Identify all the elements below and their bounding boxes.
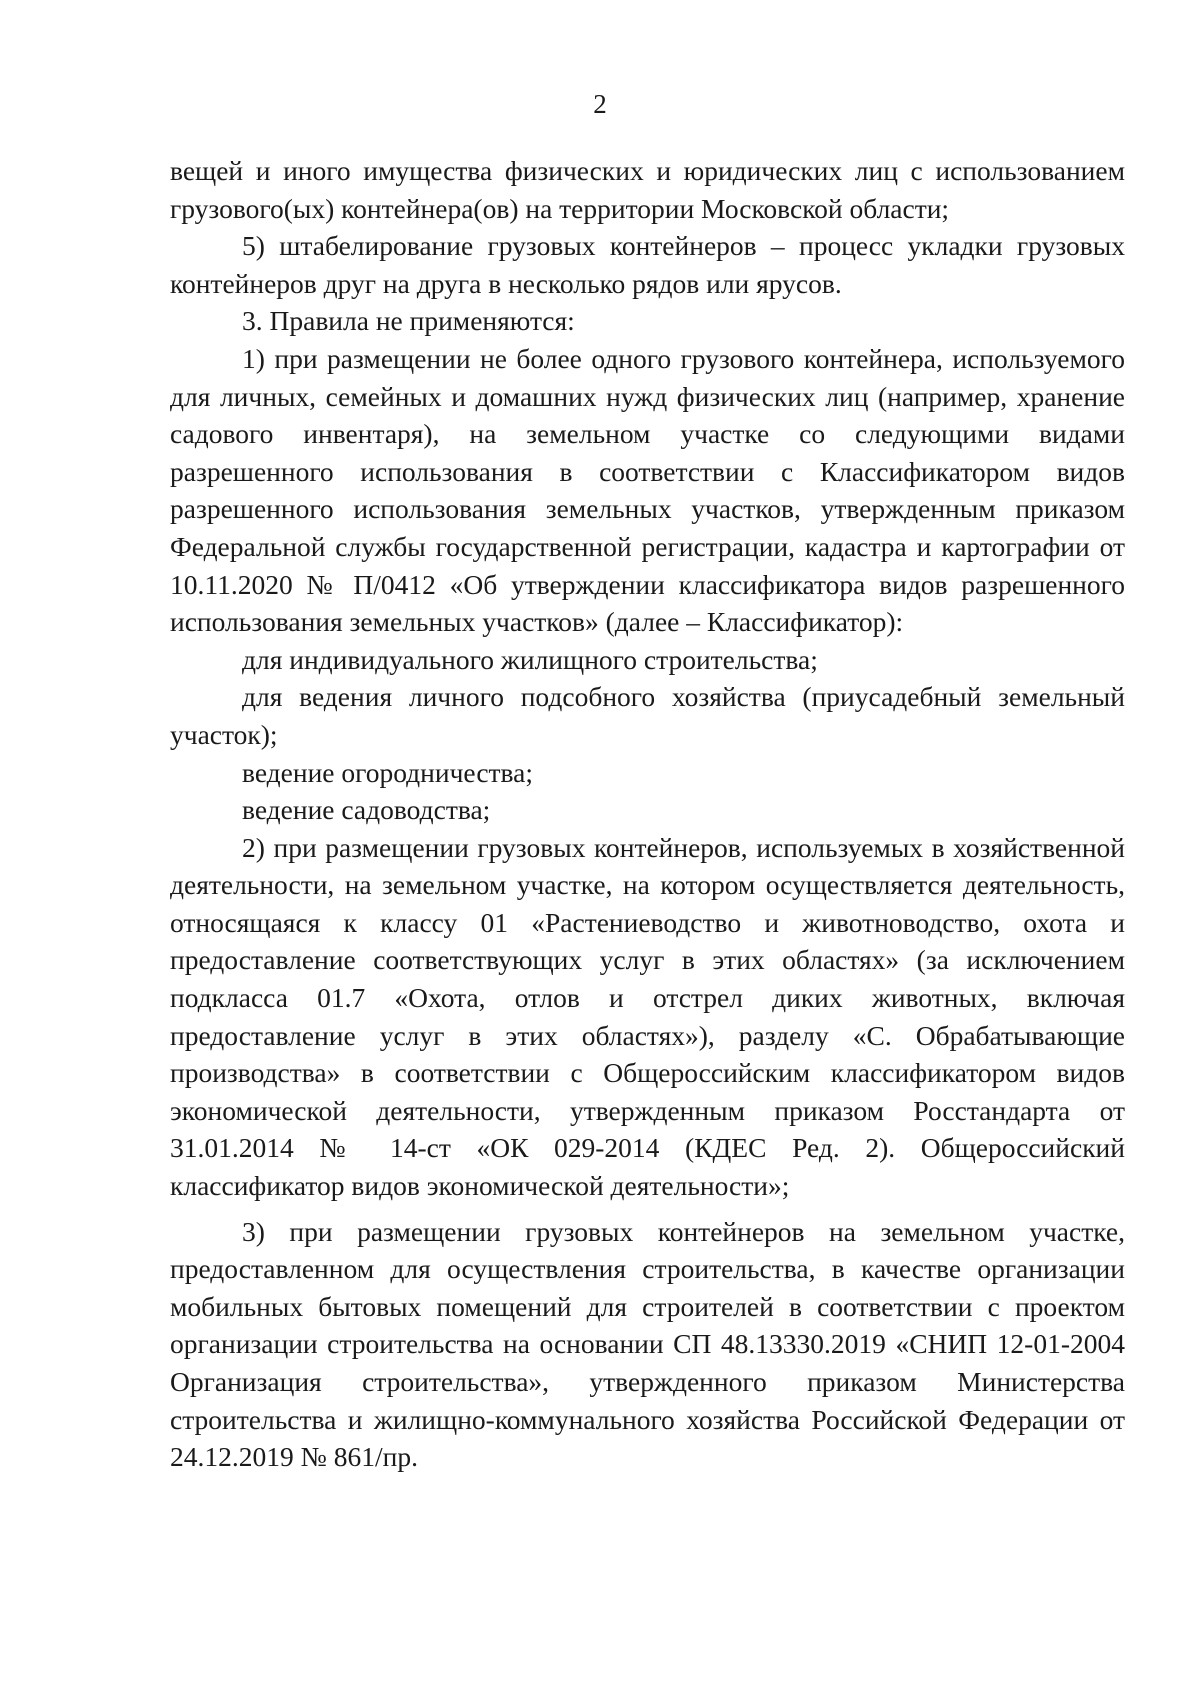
paragraph-land-use-3: ведение огородничества;	[242, 756, 534, 788]
paragraph-land-use-2: для ведения личного подсобного хозяйства (приусадебный земельный участок);	[170, 681, 1125, 750]
paragraph-item-2: 2) при размещении грузовых контейнеров, используемых в хозяйственной деятельности, на земельном участке, на котором осуществляется деятельность, относящаяся к классу 01 «Растениеводство и животноводство, охота и предоставление соответствующих услуг в этих областях» (за исключением подкласса 01.7 «Охота, отлов и отстрел диких животных, включая предоставление услуг в этих областях»), разделу «С. Обрабатывающие производства» в соответствии с Общероссийским классификатором видов экономической деятельности, утвержденным приказом Росстандарта от 31.01.2014 № 14-ст «ОК 029-2014 (КДЕС Ред. 2). Общероссийский классификатор видов экономической деятельности»;	[170, 831, 1125, 1202]
paragraph-land-use-1: для индивидуального жилищного строительства;	[242, 643, 818, 675]
paragraph-continuation: вещей и иного имущества физических и юридических лиц с использованием грузового(ых) контейнера(ов) на территории Московской области;	[170, 155, 1125, 224]
document-body	[170, 152, 1125, 1476]
paragraph-item-1: 1) при размещении не более одного грузового контейнера, используемого для личных, семейных и домашних нужд физических лиц (например, хранение садового инвентаря), на земельном участке со следующими видами разрешенного использования в соответствии с Классификатором видов разрешенного использования земельных участков, утвержденным приказом Федеральной службы государственной регистрации, кадастра и картографии от 10.11.2020 № П/0412 «Об утверждении классификатора видов разрешенного использования земельных участков» (далее – Классификатор):	[170, 342, 1125, 638]
paragraph-section-3-heading: 3. Правила не применяются:	[242, 305, 575, 337]
paragraph-land-use-4: ведение садоводства;	[242, 794, 491, 826]
page-number: 2	[593, 89, 607, 119]
paragraph-definition-5: 5) штабелирование грузовых контейнеров – процесс укладки грузовых контейнеров друг на друга в несколько рядов или ярусов.	[170, 230, 1125, 299]
paragraph-item-3: 3) при размещении грузовых контейнеров на земельном участке, предоставленном для осуществления строительства, в качестве организации мобильных бытовых помещений для строителей в соответствии с проектом организации строительства на основании СП 48.13330.2019 «СНИП 12-01-2004 Организация строительства», утвержденного приказом Министерства строительства и жилищно-коммунального хозяйства Российской Федерации от 24.12.2019 № 861/пр.	[170, 1215, 1125, 1473]
